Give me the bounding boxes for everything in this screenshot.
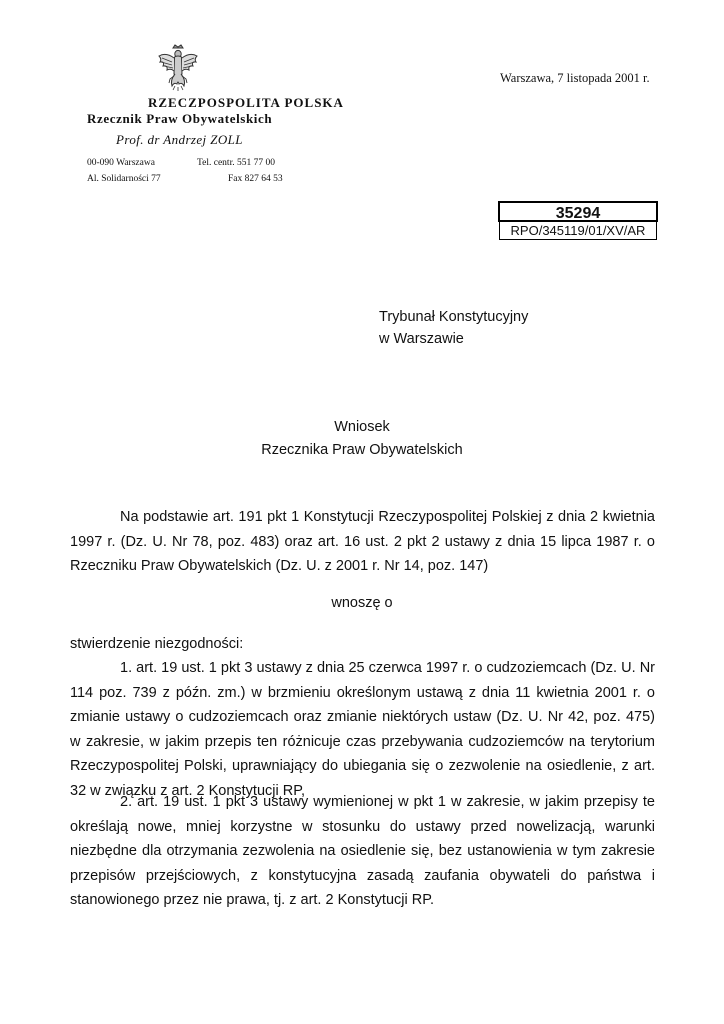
addressee-line-1: Trybunał Konstytucyjny bbox=[379, 309, 529, 325]
telephone: Tel. centr. 551 77 00 bbox=[197, 158, 275, 168]
org-subtitle: Rzecznik Praw Obywatelskich bbox=[87, 111, 273, 126]
fax: Fax 827 64 53 bbox=[228, 174, 283, 184]
address-line-1: 00-090 Warszawa bbox=[87, 158, 155, 168]
document-subtitle: Rzecznika Praw Obywatelskich bbox=[261, 442, 463, 458]
addressee-line-2: w Warszawie bbox=[379, 331, 464, 347]
reference-number: 35294 bbox=[498, 201, 658, 222]
polish-eagle-emblem-icon bbox=[156, 44, 200, 92]
point-1-paragraph: 1. art. 19 ust. 1 pkt 3 ustawy z dnia 25 czerwca 1997 r. o cudzoziemcach (Dz. U. Nr 114 poz. 739 z późn. zm.) w brzmieniu określonym ustawą z dnia 11 kwietnia 2001 r. o zmianie ustawy o cudzoziemcach oraz zmianie niektórych ustaw (Dz. U. Nr 42, poz. 475) w zakresie, w jakim przepis ten różnicuje czas przebywania cudzoziemców na terytorium Rzeczypospolitej Polski, uprawniający do ubiegania się o zezwolenie na osiedlenie, z art. 32 w związku z art. 2 Konstytucji RP, bbox=[70, 660, 655, 799]
legal-basis-paragraph: Na podstawie art. 191 pkt 1 Konstytucji Rzeczypospolitej Polskiej z dnia 2 kwietnia 1997 r. (Dz. U. Nr 78, poz. 483) oraz art. 16 ust. 2 pkt 2 ustawy z dnia 15 lipca 1987 r. o Rzeczniku Praw Obywatelskich (Dz. U. z 2001 r. Nr 14, poz. 147) bbox=[70, 509, 655, 574]
document-date: Warszawa, 7 listopada 2001 r. bbox=[500, 71, 650, 85]
point-2-paragraph: 2. art. 19 ust. 1 pkt 3 ustawy wymienionej w pkt 1 w zakresie, w jakim przepisy te określają nowe, mniej korzystne w stosunku do ustawy przed nowelizacją, warunki niezbędne dla otrzymania zezwolenia na osiedlenie się, bez ustanowienia w tym zakresie przepisów przejściowych, z konstytucyjna zasadą zaufania obywateli do państwa i stanowionego przez nie prawa, tj. z art. 2 Konstytucji RP. bbox=[70, 794, 655, 908]
org-person: Prof. dr Andrzej ZOLL bbox=[116, 132, 243, 147]
reference-box bbox=[498, 201, 658, 240]
reference-code: RPO/345119/01/XV/AR bbox=[499, 222, 657, 240]
org-title: RZECZPOSPOLITA POLSKA bbox=[148, 95, 344, 110]
address-line-2: Al. Solidarności 77 bbox=[87, 174, 161, 184]
subject-line: stwierdzenie niezgodności: bbox=[70, 636, 244, 652]
document-title: Wniosek bbox=[334, 419, 390, 435]
request-line: wnoszę o bbox=[331, 595, 393, 611]
